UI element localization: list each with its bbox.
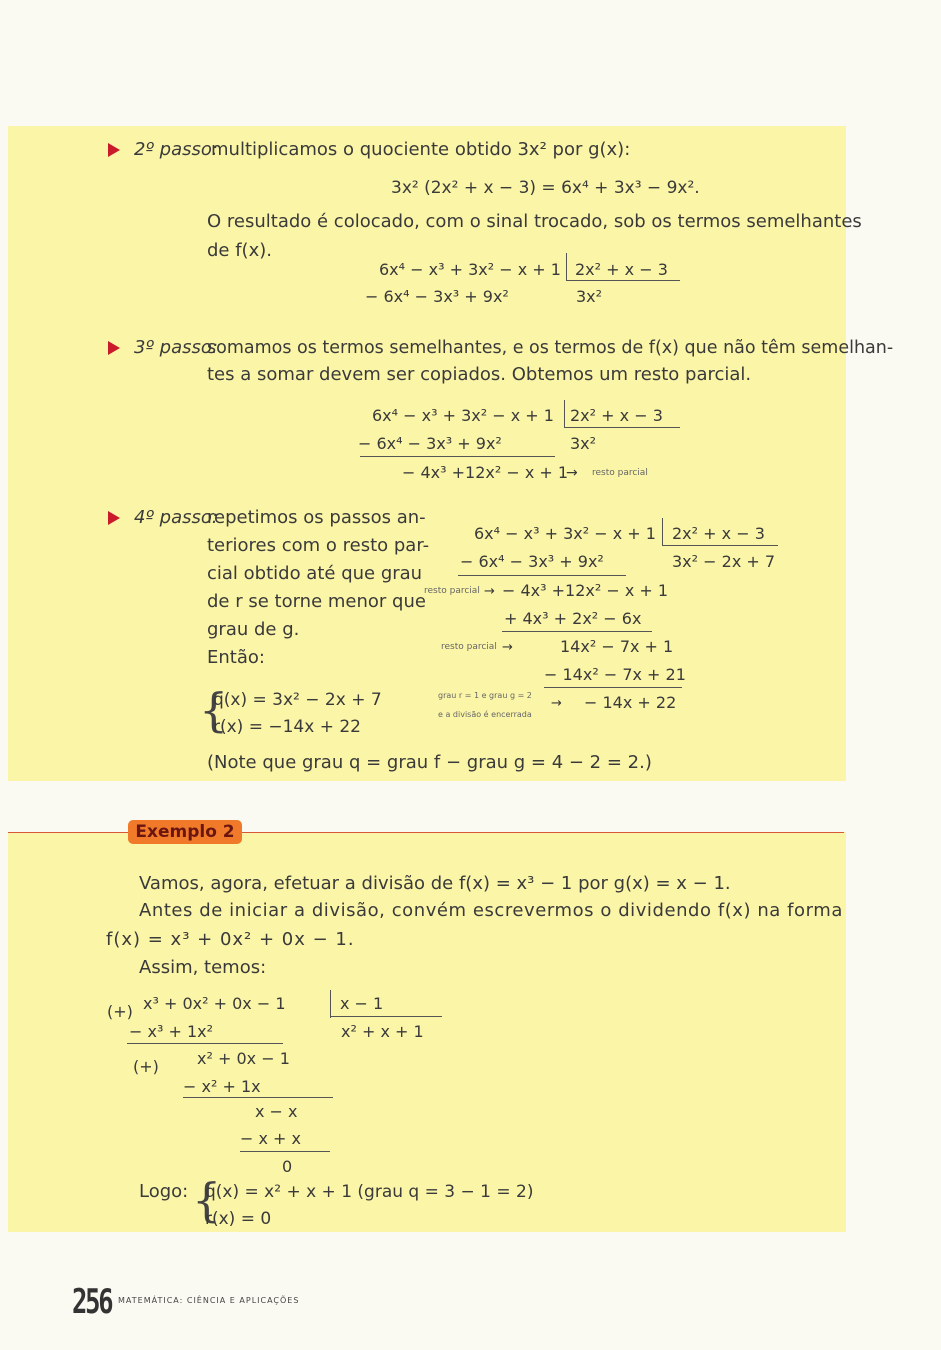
example-p2b: f(x) = x³ + 0x² + 0x − 1. bbox=[106, 929, 355, 950]
example-row: − x² + 1x bbox=[183, 1077, 261, 1096]
step3-div-bar bbox=[564, 400, 565, 428]
step4-div-row: − 14x² − 7x + 21 bbox=[544, 665, 686, 684]
step4-rest-label1: resto parcial bbox=[424, 586, 480, 596]
step4-r: r(x) = −14x + 22 bbox=[213, 717, 361, 737]
step3-sum-line bbox=[360, 456, 555, 457]
example-p1: Vamos, agora, efetuar a divisão de f(x) = x³ − 1 por g(x) = x − 1. bbox=[139, 873, 731, 894]
page-number: 256 bbox=[72, 1282, 112, 1322]
step3-div-divisor: 2x² + x − 3 bbox=[570, 406, 663, 425]
step3-div-rest: − 4x³ +12x² − x + 1 bbox=[402, 463, 569, 482]
step3-label: 3º passo: bbox=[134, 337, 218, 358]
step4-line: grau de g. bbox=[207, 619, 300, 640]
example-row: x² + 0x − 1 bbox=[197, 1049, 290, 1068]
step4-div-quotient: 3x² − 2x + 7 bbox=[672, 552, 776, 571]
example-row: x³ + 0x² + 0x − 1 bbox=[143, 994, 286, 1013]
step2-div-sub: − 6x⁴ − 3x³ + 9x² bbox=[365, 287, 509, 306]
step4-div-line bbox=[662, 545, 778, 546]
example-row: − x + x bbox=[240, 1129, 302, 1148]
example-q: q(x) = x² + x + 1 (grau q = 3 − 1 = 2) bbox=[205, 1182, 534, 1202]
example-sum-line bbox=[127, 1043, 283, 1044]
step3-div-quotient: 3x² bbox=[570, 434, 597, 453]
bullet-arrow-icon bbox=[108, 341, 120, 355]
example-row: 0 bbox=[282, 1157, 293, 1176]
example-sum-line bbox=[183, 1097, 333, 1098]
step4-line: Então: bbox=[207, 647, 265, 668]
step2-div-bar bbox=[566, 253, 567, 281]
step3-rest-label: resto parcial bbox=[592, 468, 648, 478]
step4-div-divisor: 2x² + x − 3 bbox=[672, 524, 765, 543]
step4-rest-arrow2: → bbox=[502, 640, 513, 655]
step2-div-line bbox=[566, 280, 680, 281]
step4-label: 4º passo: bbox=[134, 507, 218, 528]
example-row: − x³ + 1x² bbox=[129, 1022, 214, 1041]
step2-div-quotient: 3x² bbox=[576, 287, 603, 306]
example-r: r(x) = 0 bbox=[205, 1209, 272, 1229]
step4-grau-label2: e a divisão é encerrada bbox=[438, 710, 532, 719]
step4-div-row: + 4x³ + 2x² − 6x bbox=[504, 609, 642, 628]
step2-label: 2º passo: bbox=[134, 139, 218, 160]
step2-result-line1: O resultado é colocado, com o sinal trocado, sob os termos semelhantes bbox=[207, 211, 862, 232]
example-logo: Logo: bbox=[139, 1181, 189, 1202]
example-quotient: x² + x + 1 bbox=[341, 1022, 424, 1041]
step4-div-bar bbox=[662, 518, 663, 546]
step3-div-line bbox=[564, 427, 680, 428]
example-row: x − x bbox=[255, 1102, 298, 1121]
step2-text: multiplicamos o quociente obtido 3x² por g(x): bbox=[211, 139, 631, 160]
step4-grau-label1: grau r = 1 e grau g = 2 bbox=[438, 691, 532, 700]
step3-rest-arrow: → bbox=[566, 465, 578, 481]
step4-line: de r se torne menor que bbox=[207, 591, 426, 612]
step4-line: teriores com o resto par- bbox=[207, 535, 430, 556]
step4-div-row: − 6x⁴ − 3x³ + 9x² bbox=[460, 552, 604, 571]
step4-div-row: − 4x³ +12x² − x + 1 bbox=[502, 581, 669, 600]
step4-line: repetimos os passos an- bbox=[207, 507, 426, 528]
step3-div-dividend: 6x⁴ − x³ + 3x² − x + 1 bbox=[372, 406, 554, 425]
example-plus-2: (+) bbox=[133, 1057, 159, 1076]
step4-grau-arrow: → bbox=[551, 696, 562, 711]
example-badge: Exemplo 2 bbox=[128, 820, 242, 844]
footer-title: MATEMÁTICA: CIÊNCIA E APLICAÇÕES bbox=[118, 1296, 300, 1305]
step2-equation: 3x² (2x² + x − 3) = 6x⁴ + 3x³ − 9x². bbox=[391, 178, 700, 198]
step2-result-line2: de f(x). bbox=[207, 240, 272, 261]
step4-rest-arrow1: → bbox=[484, 584, 495, 599]
bullet-arrow-icon bbox=[108, 143, 120, 157]
example-divisor: x − 1 bbox=[340, 994, 384, 1013]
example-div-bar bbox=[330, 990, 331, 1018]
step2-div-dividend: 6x⁴ − x³ + 3x² − x + 1 bbox=[379, 260, 561, 279]
step4-sum-line bbox=[502, 631, 652, 632]
step4-div-row: 14x² − 7x + 1 bbox=[560, 637, 674, 656]
step4-div-row: 6x⁴ − x³ + 3x² − x + 1 bbox=[474, 524, 656, 543]
example-p2a: Antes de iniciar a divisão, convém escrevermos o dividendo f(x) na forma bbox=[139, 900, 843, 921]
example-div-line bbox=[330, 1016, 442, 1017]
example-p3: Assim, temos: bbox=[139, 957, 267, 978]
step3-line1: somamos os termos semelhantes, e os termos de f(x) que não têm semelhan- bbox=[207, 338, 894, 358]
step4-brace: { bbox=[199, 683, 229, 737]
step4-sum-line bbox=[458, 575, 626, 576]
bullet-arrow-icon bbox=[108, 511, 120, 525]
step2-div-divisor: 2x² + x − 3 bbox=[575, 260, 668, 279]
example-sum-line bbox=[240, 1151, 330, 1152]
step4-sum-line bbox=[544, 687, 682, 688]
step3-div-sub: − 6x⁴ − 3x³ + 9x² bbox=[358, 434, 502, 453]
example-plus-1: (+) bbox=[107, 1002, 133, 1021]
step3-line2: tes a somar devem ser copiados. Obtemos um resto parcial. bbox=[207, 364, 752, 385]
step4-rest-label2: resto parcial bbox=[441, 642, 497, 652]
step4-line: cial obtido até que grau bbox=[207, 563, 423, 584]
step4-note: (Note que grau q = grau f − grau g = 4 − 2 = 2.) bbox=[207, 752, 652, 773]
step4-div-row: − 14x + 22 bbox=[584, 693, 677, 712]
step4-q: q(x) = 3x² − 2x + 7 bbox=[213, 690, 382, 710]
example-brace: { bbox=[192, 1173, 222, 1227]
